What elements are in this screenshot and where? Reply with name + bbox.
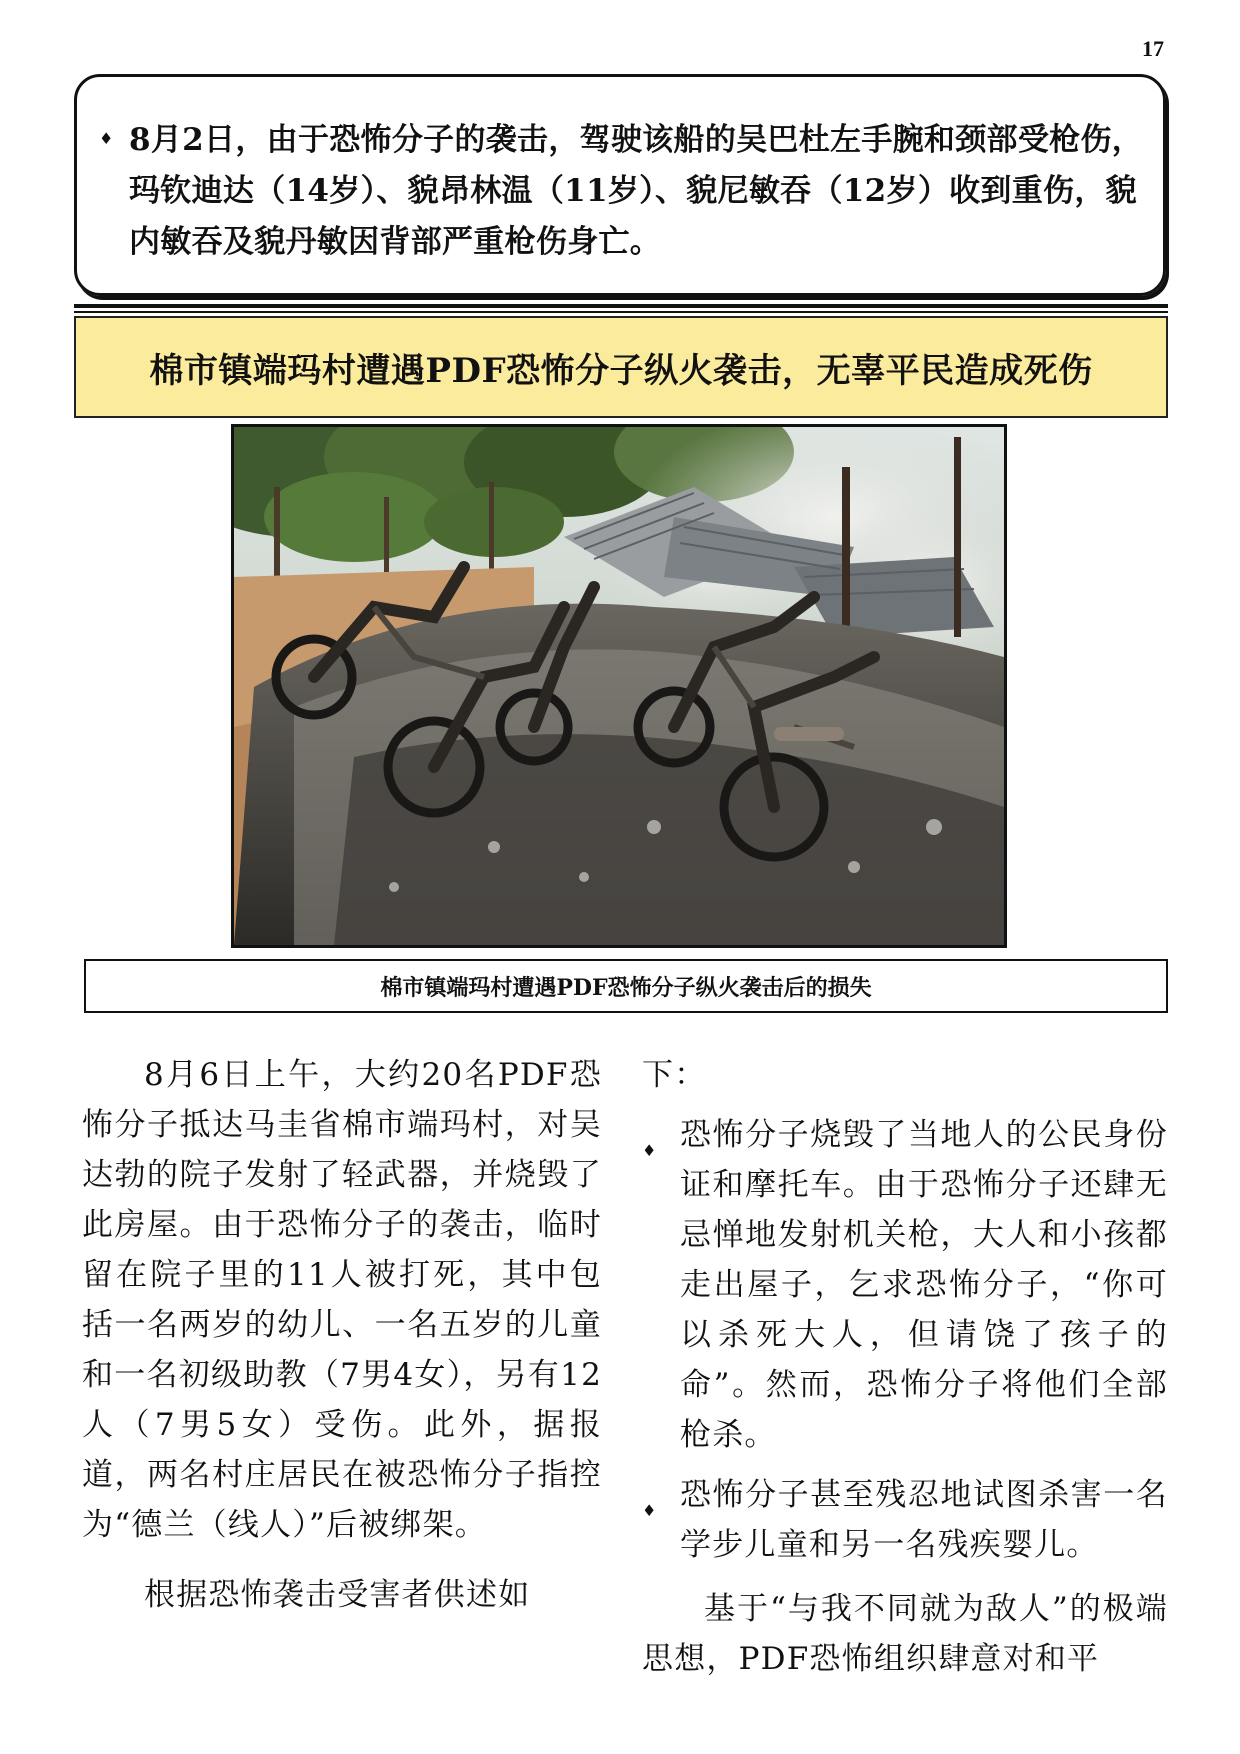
- body-paragraph-3: 基于“与我不同就为敌人”的极端思想，PDF恐怖组织肆意对和平: [642, 1591, 1168, 1677]
- summary-bullet-row: [99, 115, 1147, 268]
- section-divider-thin: [74, 311, 1168, 313]
- body-paragraph-2-continuation: 下：: [642, 1057, 707, 1093]
- headline-banner: [74, 316, 1168, 418]
- list-item-text: 恐怖分子烧毁了当地人的公民身份证和摩托车。由于恐怖分子还肆无忌惮地发射机关枪，大人和小孩都走出屋子，乞求恐怖分子，“你可以杀死大人，但请饶了孩子的命”。然而，恐怖分子将他们全部枪杀。: [680, 1117, 1168, 1453]
- diamond-bullet-icon: ♦: [642, 1501, 658, 1520]
- diamond-bullet-icon: ♦: [99, 129, 114, 148]
- burned-motorcycles-photo: [231, 424, 1007, 948]
- photo-caption-box: [84, 959, 1168, 1013]
- list-item-text: 恐怖分子甚至残忍地试图杀害一名学步儿童和另一名残疾婴儿。: [680, 1477, 1168, 1563]
- list-item: [642, 1470, 1168, 1570]
- body-paragraph-1: 8月6日上午，大约20名PDF恐怖分子抵达马圭省棉市端玛村，对吴达勃的院子发射了轻武器，并烧毁了此房屋。由于恐怖分子的袭击，临时留在院子里的11人被打死，其中包括一名两岁的幼儿、一名五岁的儿童和一名初级助教（7男4女），另有12人（7男5女）受伤。此外，据报道，两名村庄居民在被恐怖分子指控为“德兰（线人）”后被绑架。: [82, 1057, 602, 1543]
- headline-title: 棉市镇端玛村遭遇PDF恐怖分子纵火袭击，无辜平民造成死伤: [149, 350, 1093, 391]
- diamond-bullet-icon: ♦: [642, 1141, 658, 1160]
- photo-illustration: [234, 427, 1004, 945]
- section-divider-thick: [74, 304, 1168, 308]
- list-item: [642, 1110, 1168, 1460]
- right-column: [642, 1050, 1168, 1684]
- left-column: [82, 1050, 602, 1620]
- photo-caption: 棉市镇端玛村遭遇PDF恐怖分子纵火袭击后的损失: [380, 974, 872, 1001]
- body-paragraph-2: 根据恐怖袭击受害者供述如: [144, 1577, 531, 1613]
- summary-text: 8月2日，由于恐怖分子的袭击，驾驶该船的吴巴杜左手腕和颈部受枪伤，玛钦迪达（14岁）、貌昂林温（11岁）、貌尼敏吞（12岁）收到重伤，貌内敏吞及貌丹敏因背部严重枪伤身亡。: [129, 122, 1144, 260]
- incident-summary-box: [74, 74, 1166, 296]
- page-number: 17: [1142, 36, 1164, 61]
